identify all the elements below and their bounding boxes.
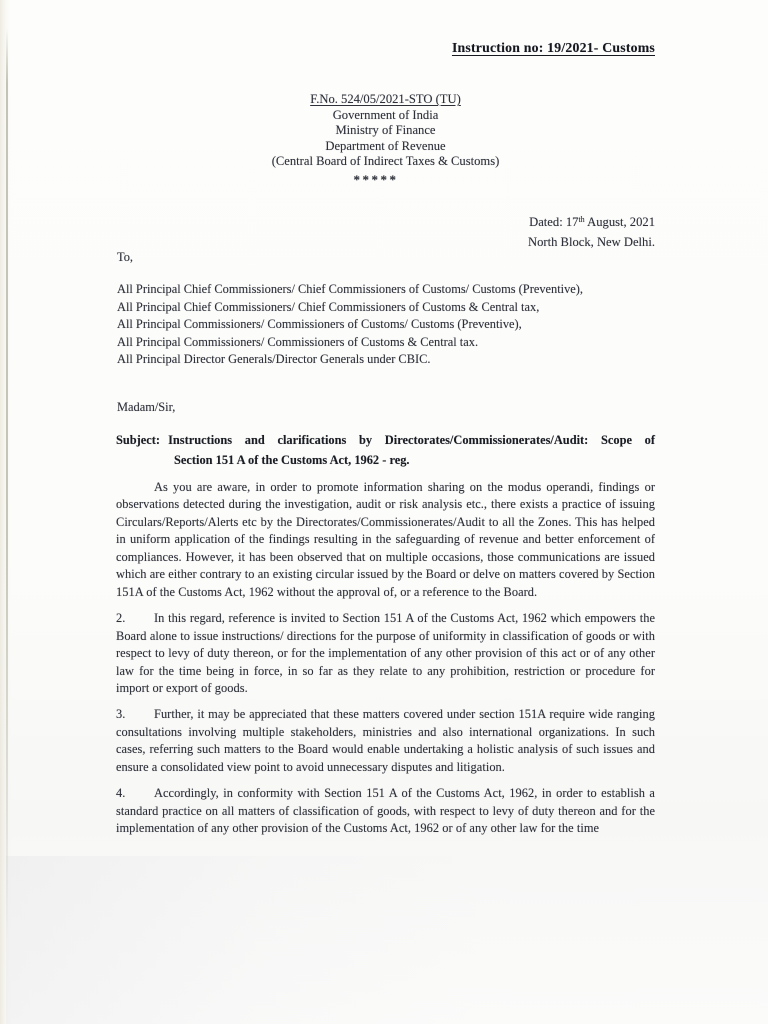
paragraph-text: Further, it may be appreciated that these matters covered under section 151A require wide ranging consultations involving multiple stakeholders, ministries and also international organizations. In such cases, referring such matters to the Board would enable undertaking a holistic analysis of such issues and ensure a consolidated view point to avoid unnecessary disputes and litigation. xyxy=(116,707,655,774)
paragraph-number: 2. xyxy=(116,611,126,626)
body-paragraph-2 xyxy=(116,610,655,697)
body-paragraph-1 xyxy=(116,479,655,601)
scan-edge-line xyxy=(6,28,8,943)
subject-line-1 xyxy=(116,430,655,450)
instruction-number-heading: Instruction no: 19/2021- Customs xyxy=(451,40,655,55)
letter-body xyxy=(116,479,655,847)
body-paragraph-4 xyxy=(116,785,655,837)
org-line-government: Government of India xyxy=(332,107,439,122)
subject-text: Instructions and clarifications by Directorates/Commissionerates/Audit: Scope of xyxy=(168,433,655,447)
date-month-year: August, 2021 xyxy=(584,215,655,229)
date-block xyxy=(316,210,655,252)
body-paragraph-3 xyxy=(116,706,655,776)
org-line-department: Department of Revenue xyxy=(325,138,446,153)
paragraph-number: 3. xyxy=(116,707,126,722)
paragraph-text: As you are aware, in order to promote information sharing on the modus operandi, findings or observations detected during the investigation, audit or risk analysis etc., there exists a practice of issuing Circulars/Reports/Alerts etc by the Directorates/Commissionerates/Audit to all the Zones. This has helped in uniform application of the findings resulting in the safeguarding of revenue and better enforcement of compliances. However, it has been observed that on multiple occasions, those communications are issued which are either contrary to an existing circular issued by the Board or delve on matters covered by Section 151A of the Customs Act, 1962 without the approval of, or a reference to the Board. xyxy=(116,480,655,599)
date-ordinal-superscript: th xyxy=(578,215,585,224)
org-line-board: (Central Board of Indirect Taxes & Customs) xyxy=(271,154,500,169)
addressee-line: All Principal Director Generals/Director Generals under CBIC. xyxy=(117,352,431,366)
salutation: Madam/Sir, xyxy=(117,400,176,414)
asterisk-separator: ***** xyxy=(353,172,399,187)
date-line xyxy=(316,210,655,233)
addressee-line: All Principal Chief Commissioners/ Chief Commissioners of Customs/ Customs (Preventive), xyxy=(117,282,584,296)
paragraph-number: 4. xyxy=(116,786,126,801)
to-label: To, xyxy=(117,250,133,264)
paragraph-text: In this regard, reference is invited to Section 151 A of the Customs Act, 1962 which empowers the Board alone to issue instructions/ directions for the purpose of uniformity in classification of goods or with respect to levy of duty thereon, or for the implementation of any other provision of this act or of any other law for the time being in force, in so far as they relate to any prohibition, restriction or procedure for import or export of goods. xyxy=(116,611,655,695)
addressee-line: All Principal Commissioners/ Commissioners of Customs & Central tax. xyxy=(117,334,479,349)
letterhead xyxy=(116,92,655,170)
subject-label: Subject: xyxy=(116,433,161,447)
addressee-line: All Principal Commissioners/ Commissioners of Customs/ Customs (Preventive), xyxy=(117,317,522,331)
subject-line-2: Section 151 A of the Customs Act, 1962 - reg. xyxy=(174,453,410,467)
paragraph-text: Accordingly, in conformity with Section 151 A of the Customs Act, 1962, in order to establish a standard practice on all matters of classification of goods, with respect to levy of duty thereon and for the implementation of any other provision of the Customs Act, 1962 or of any other law for the time xyxy=(116,786,655,836)
subject-block xyxy=(116,430,655,470)
addressee-list xyxy=(117,281,677,369)
date-text: Dated: 17 xyxy=(529,215,579,229)
addressee-line: All Principal Chief Commissioners/ Chief Commissioners of Customs & Central tax, xyxy=(117,299,540,314)
scan-shading xyxy=(6,856,476,1024)
org-line-ministry: Ministry of Finance xyxy=(335,123,436,138)
file-number: F.No. 524/05/2021-STO (TU) xyxy=(310,92,461,106)
place-line: North Block, New Delhi. xyxy=(528,234,655,249)
